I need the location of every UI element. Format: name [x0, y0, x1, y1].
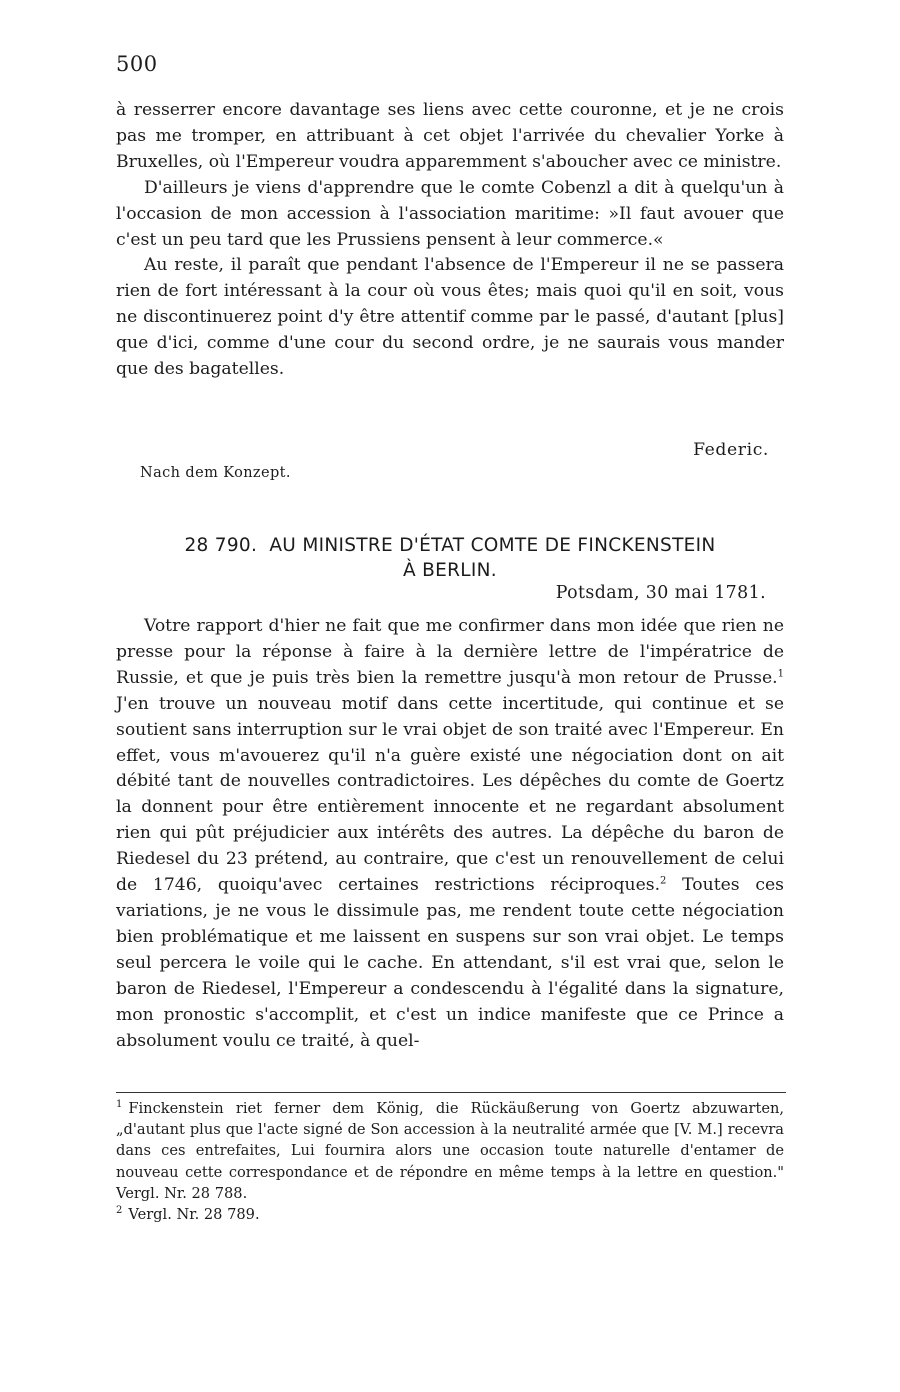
- letter-number: 28 790.: [184, 535, 258, 556]
- body-text: Toutes ces variations, je ne vous le dissimule pas, me rendent toute cette négociation bien problématique et me laissent en suspens sur son vrai objet. Le temps seul percera le voile qui le cache. En attendant, s'il est vrai que, selon le baron de Riedesel, l'Empereur a condescendu à l'égalité dans la signature, mon pronostic s'accomplit, et c'est un indice manifeste que ce Prince a absolument voulu ce traité, à quel-: [116, 875, 784, 1051]
- footnote-mark: 1: [116, 1099, 123, 1111]
- heading-line-1: [116, 533, 784, 558]
- letter-heading: [116, 533, 784, 583]
- source-note: Nach dem Konzept.: [140, 465, 291, 481]
- signature: Federic.: [693, 440, 769, 460]
- footnote-ref: 2: [660, 875, 667, 887]
- paragraph: Au reste, il paraît que pendant l'absence de l'Empereur il ne se passera rien de fort intéressant à la cour où vous êtes; mais quoi qu'il en soit, vous ne discontinuerez point d'y être attentif comme par le passé, d'autant [plus] que d'ici, comme d'une cour du second ordre, je ne saurais vous mander que des bagatelles.: [116, 255, 784, 380]
- paragraph: D'ailleurs je viens d'apprendre que le comte Cobenzl a dit à quelqu'un à l'occasion de mon accession à l'association maritime: »Il faut avouer que c'est un peu tard que les Prussiens pensent à leur commerce.«: [116, 177, 784, 250]
- footnote: [116, 1204, 784, 1225]
- body-text: J'en trouve un nouveau motif dans cette incertitude, qui continue et se soutient sans interruption sur le vrai objet de son traité avec l'Empereur. En effet, vous m'avouerez qu'il n'a guère existé une négociation dont on ait débité tant de nouvelles contradictoires. Les dépêches du comte de Goertz la donnent pour être entièrement innocente et ne regardant absolument rien qui pût préjudicier aux intérêts des autres. La dépêche du baron de Riedesel du 23 prétend, au contraire, que c'est un renouvellement de celui de 1746, quoiqu'avec certaines restrictions réciproques.: [116, 693, 784, 896]
- letter-body: [116, 614, 784, 1054]
- footnote-ref: 1: [777, 668, 784, 680]
- heading-line-2: À BERLIN.: [403, 560, 497, 581]
- footnote: [116, 1098, 784, 1204]
- page-number: 500: [116, 52, 158, 76]
- footnote-mark: 2: [116, 1205, 123, 1217]
- addressee: AU MINISTRE D'ÉTAT COMTE DE FINCKENSTEIN: [269, 535, 716, 556]
- footnotes: [116, 1098, 784, 1225]
- dateline: Potsdam, 30 mai 1781.: [555, 583, 766, 603]
- footnote-divider: [116, 1092, 786, 1093]
- footnote-text: Finckenstein riet ferner dem König, die Rückäußerung von Goertz abzuwarten, „d'autant plus que l'acte signé de Son accession à la neutralité armée que [V. M.] recevra dans ces entrefaites, Lui fournira alors une occasion toute naturelle d'entamer de nouveau cette correspondance et de répondre en même temps à la lettre en question." Vergl. Nr. 28 788.: [116, 1100, 784, 1202]
- letter-end-body: [116, 98, 784, 383]
- paragraph: à resserrer encore davantage ses liens avec cette couronne, et je ne crois pas me tromper, en attribuant à cet objet l'arrivée du chevalier Yorke à Bruxelles, où l'Empereur voudra apparemment s'aboucher avec ce ministre.: [116, 100, 784, 172]
- body-text: Votre rapport d'hier ne fait que me confirmer dans mon idée que rien ne presse pour la réponse à faire à la dernière lettre de l'impératrice de Russie, et que je puis très bien la remettre jusqu'à mon retour de Prusse.: [116, 616, 784, 688]
- paragraph: [116, 614, 784, 1054]
- footnote-text: Vergl. Nr. 28 789.: [128, 1206, 260, 1224]
